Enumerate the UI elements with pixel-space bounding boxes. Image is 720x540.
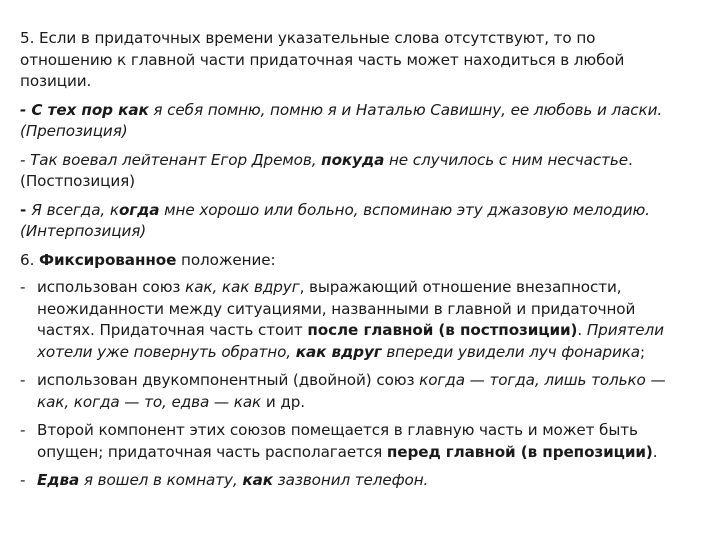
- list-item: - Второй компонент этих союзов помещается в главную часть и может быть опущен; придаточная часть располагается перед главной (в препозиции).: [20, 421, 658, 461]
- example-interposition-text-a: Я всегда, к: [31, 200, 119, 219]
- example-interposition: [20, 200, 686, 243]
- paragraph-6-text: положение:: [176, 250, 276, 269]
- list-dash: -: [20, 278, 26, 296]
- example-preposition-text: я себя помню, помню я и Наталью Савишну, ее любовь и ласки. (Препозиция): [20, 100, 663, 140]
- example-dash: -: [20, 100, 32, 119]
- paragraph-6-bold: Фиксированное: [39, 250, 177, 269]
- conjunction-kogda: огда: [118, 200, 160, 219]
- example-postposition: [20, 150, 686, 193]
- paragraph-5-intro: [20, 28, 686, 93]
- example-postposition-text-a: - Так воевал лейтенант Егор Дремов,: [20, 150, 322, 169]
- conjunction-edva: Едва: [37, 471, 80, 489]
- list-item: - использован двукомпонентный (двойной) союз когда — тогда, лишь только — как, когда — то, едва — как и др.: [20, 371, 666, 411]
- example-preposition: [20, 100, 686, 143]
- example-postposition-text-b: не случилось с ним несчастье: [384, 150, 628, 169]
- list-dash: -: [20, 471, 26, 489]
- list-dash: -: [20, 371, 26, 389]
- example-interposition-text-b: мне хорошо или больно, вспоминаю эту джазовую мелодию. (Интерпозиция): [20, 200, 650, 240]
- example-dash: -: [20, 200, 32, 219]
- paragraph-5-text: 5. Если в придаточных времени указательные слова отсутствуют, то по отношению к главной части придаточная часть может находиться в любой позиции.: [20, 29, 625, 90]
- conjunction-kak-vdrug-example: как вдруг: [295, 342, 382, 361]
- paragraph-6-heading: [20, 250, 686, 272]
- conjunction-kak-vdrug: как, как вдруг: [185, 278, 300, 296]
- example-postposition-label: . (Постпозиция): [20, 150, 633, 190]
- conjunction-kak: как: [242, 471, 273, 489]
- conjunction-s-tekh-por-kak: С тех пор как: [31, 100, 149, 119]
- list-item: - использован союз как, как вдруг, выражающий отношение внезапности, неожиданности между ситуациями, названными в главной и придаточной частях. Придаточная часть стоит после главной (в постпозиции). Приятели хотели уже повернуть обратно, как вдруг впереди увидели луч фонарика;: [20, 278, 664, 361]
- paragraph-6-number: 6.: [20, 250, 40, 269]
- list-item: - Едва я вошел в комнату, как зазвонил телефон.: [20, 470, 686, 492]
- double-conjunctions: когда — тогда, лишь только — как, когда — то, едва — как: [37, 371, 666, 411]
- postposition-bold: после главной (в постпозиции): [307, 321, 578, 339]
- list-dash: -: [20, 421, 26, 439]
- conjunction-pokuda: покуда: [321, 150, 385, 169]
- preposition-bold: перед главной (в препозиции): [386, 442, 653, 461]
